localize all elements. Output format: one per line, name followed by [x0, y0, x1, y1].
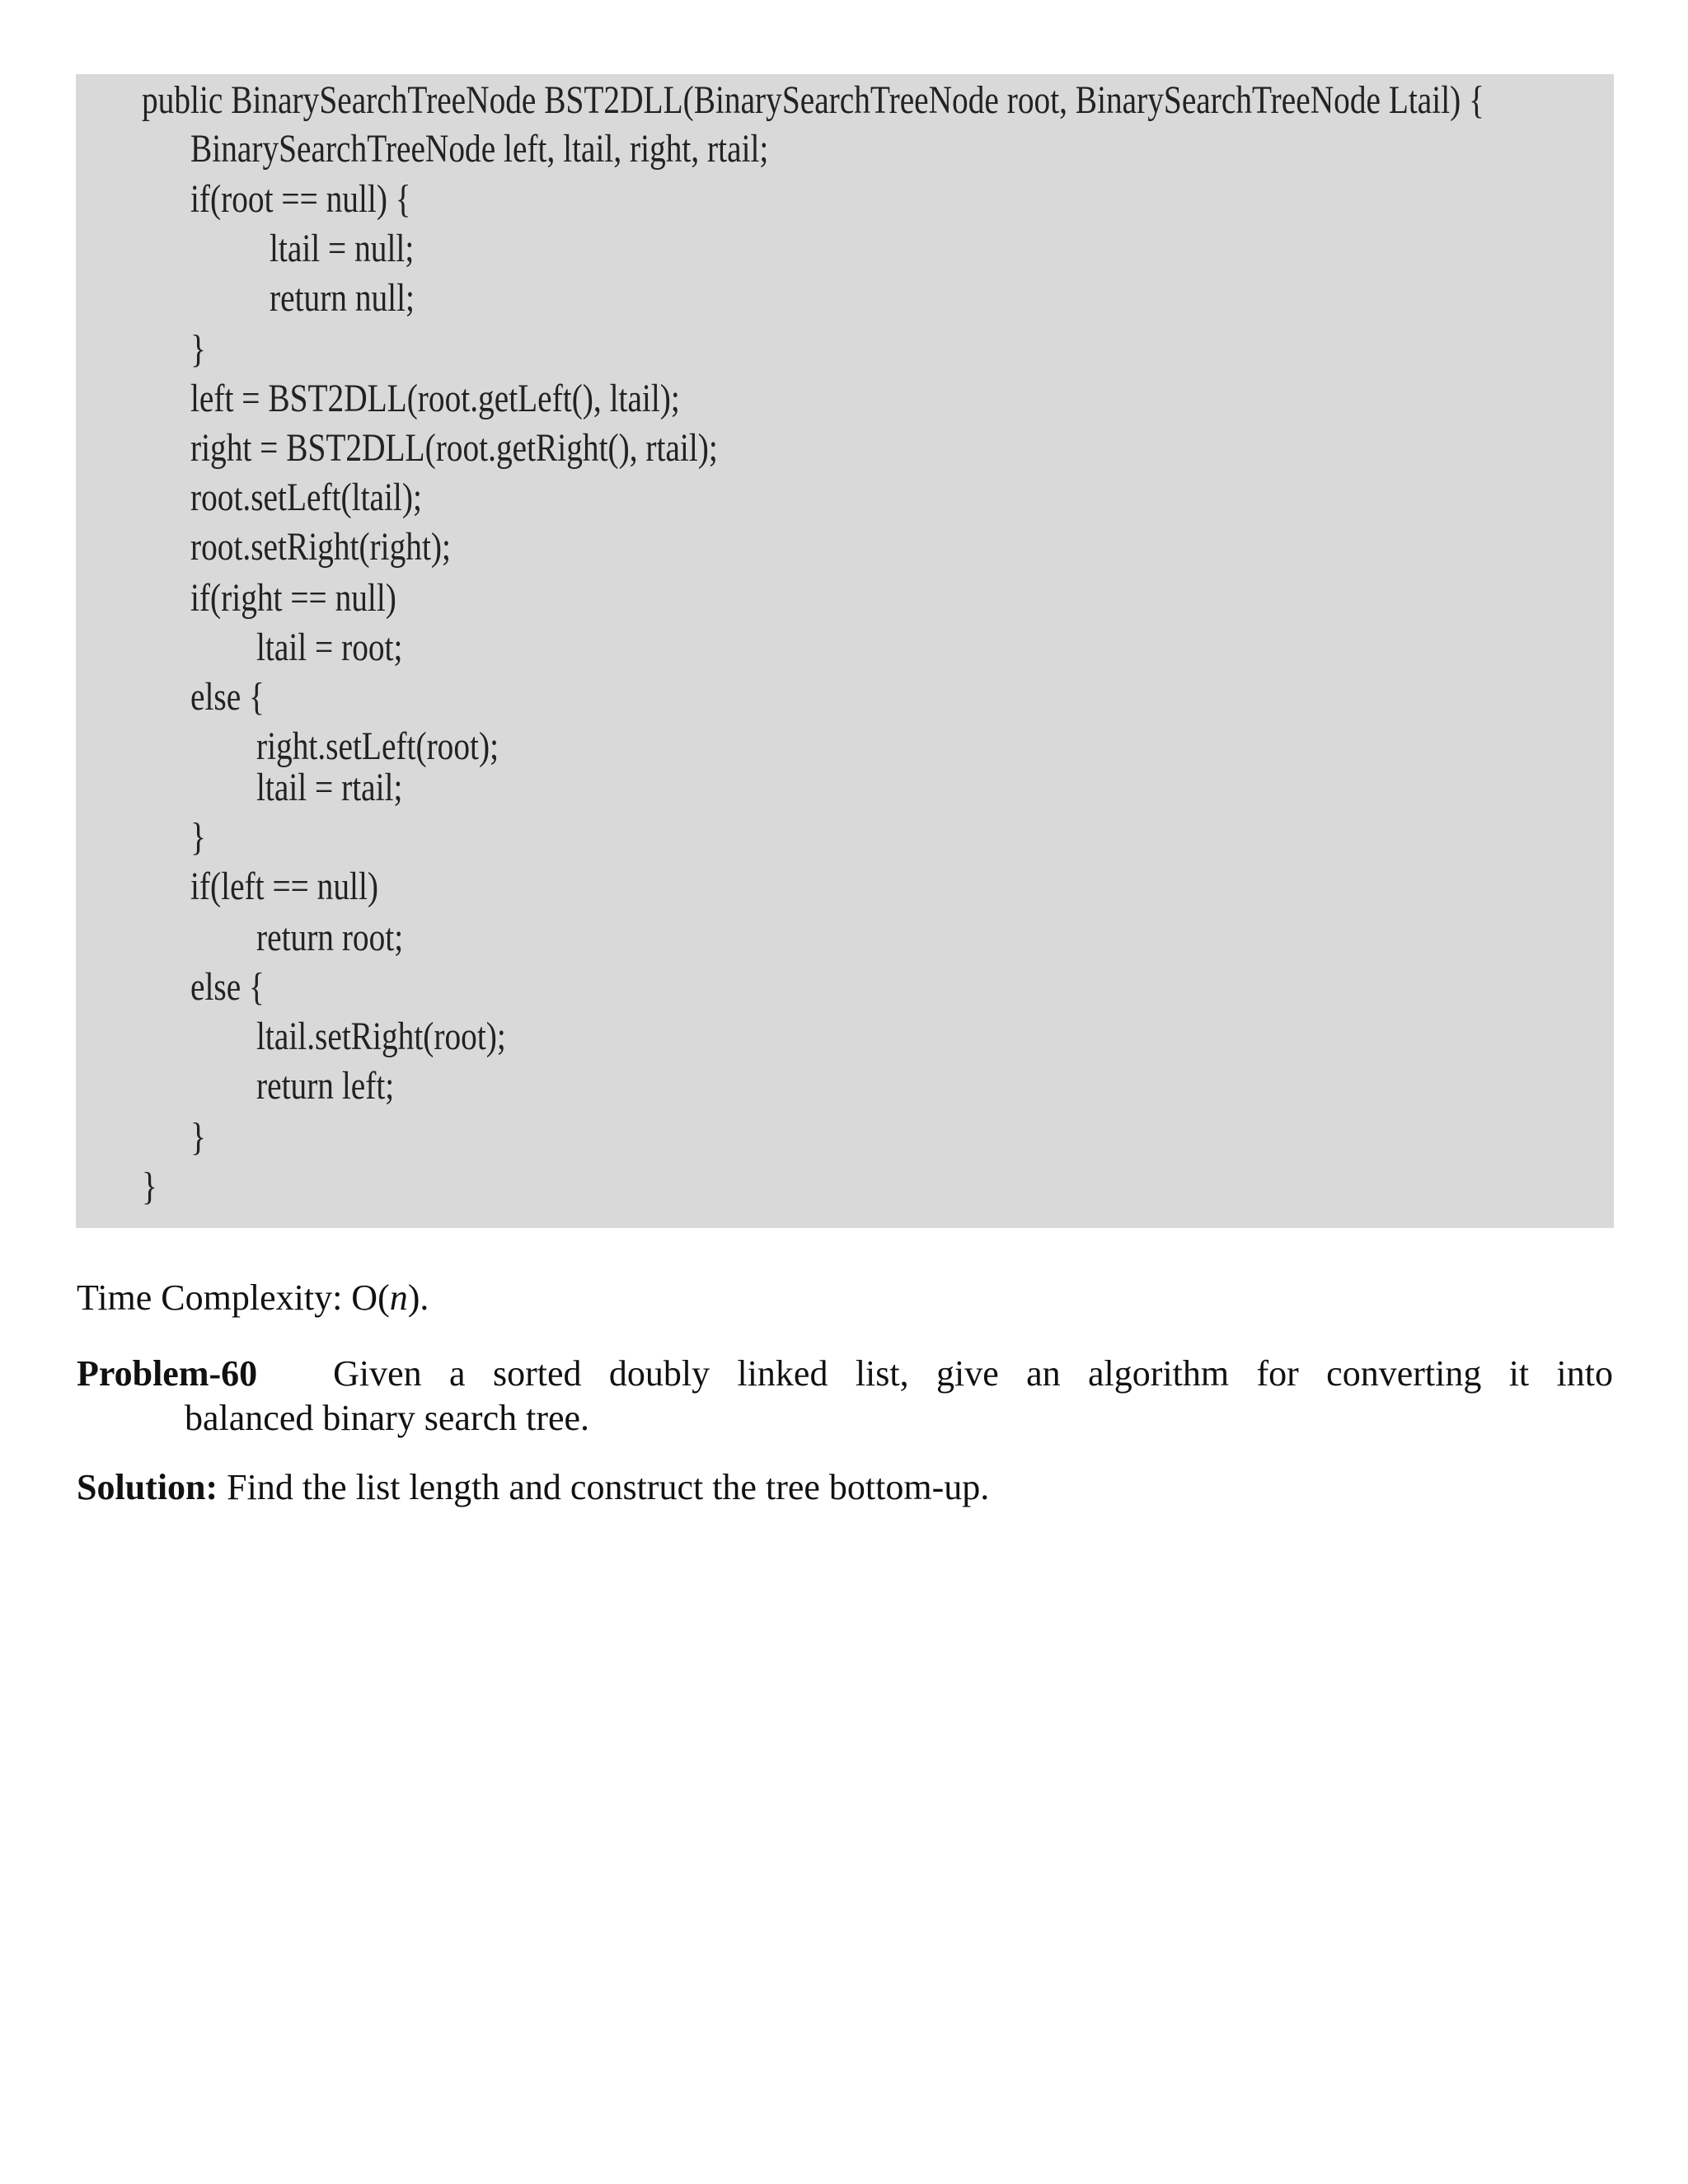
code-line: right.setLeft(root);	[256, 724, 499, 768]
code-line: public BinarySearchTreeNode BST2DLL(BinarySearchTreeNode root, BinarySearchTreeNode Ltail) {	[142, 78, 1484, 122]
code-line: right = BST2DLL(root.getRight(), rtail);	[190, 426, 718, 470]
problem-statement	[77, 1352, 1613, 1441]
code-line: if(root == null) {	[190, 177, 411, 221]
code-line: }	[190, 327, 206, 371]
problem-first-line	[77, 1352, 1613, 1396]
solution-text: Find the list length and construct the tree bottom-up.	[227, 1467, 990, 1507]
complexity-variable: n	[389, 1277, 408, 1318]
problem-text-line1: Given a sorted doubly linked list, give an algorithm for converting it into	[333, 1353, 1613, 1394]
code-line: ltail.setRight(root);	[256, 1015, 506, 1058]
time-complexity	[77, 1276, 429, 1320]
code-line: left = BST2DLL(root.getLeft(), ltail);	[190, 377, 680, 420]
code-line: else {	[190, 675, 265, 719]
solution	[77, 1465, 989, 1510]
code-line: root.setLeft(ltail);	[190, 476, 422, 519]
code-line: else {	[190, 965, 265, 1009]
code-block	[76, 74, 1614, 1228]
code-line: ltail = null;	[270, 227, 415, 270]
code-line: ltail = root;	[256, 626, 403, 669]
code-line: }	[190, 1115, 206, 1159]
code-line: if(right == null)	[190, 576, 396, 620]
code-line: root.setRight(right);	[190, 525, 451, 569]
complexity-suffix: ).	[407, 1277, 429, 1318]
code-line: }	[190, 815, 206, 859]
code-line: return left;	[256, 1064, 395, 1108]
code-line: if(left == null)	[190, 865, 379, 908]
problem-text-line2: balanced binary search tree.	[185, 1398, 590, 1438]
code-line: return root;	[256, 916, 404, 959]
problem-label: Problem-60	[77, 1353, 258, 1394]
code-line: }	[142, 1165, 157, 1208]
code-line: ltail = rtail;	[256, 766, 403, 809]
solution-label: Solution:	[77, 1467, 218, 1507]
complexity-prefix: Time Complexity: O(	[77, 1277, 390, 1318]
code-line: BinarySearchTreeNode left, ltail, right, rtail;	[190, 127, 769, 171]
code-line: return null;	[270, 276, 415, 320]
